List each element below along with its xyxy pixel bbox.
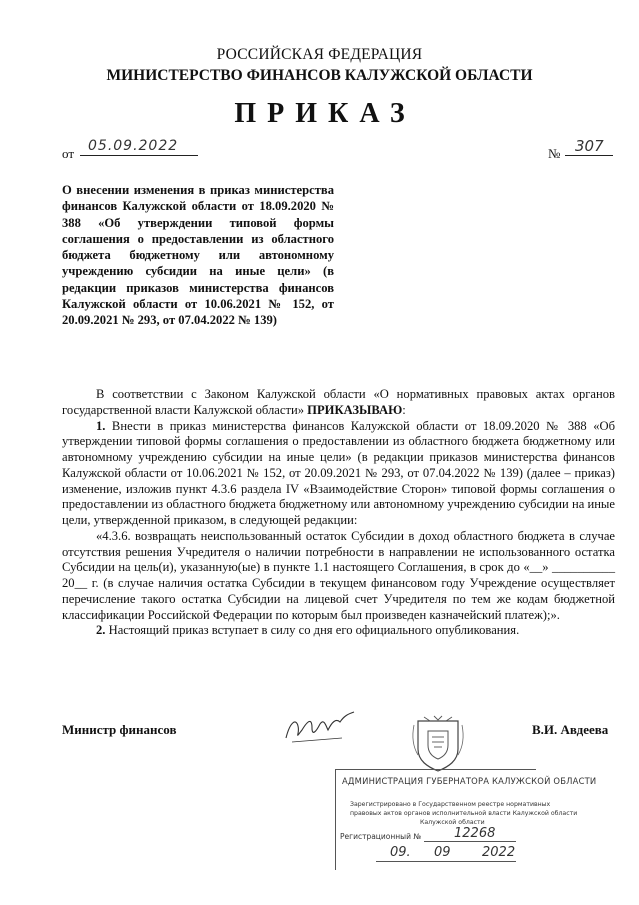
stamp-date-year: 2022 <box>482 845 516 860</box>
paragraph-item-2 <box>62 623 615 639</box>
country-heading: РОССИЙСКАЯ ФЕДЕРАЦИЯ <box>216 46 423 63</box>
stamp-registration-number: 12268 <box>454 826 496 841</box>
coat-of-arms-seal <box>410 715 466 773</box>
handwritten-signature <box>282 708 362 748</box>
number-label: № <box>548 146 561 161</box>
stamp-title: АДМИНИСТРАЦИЯ ГУБЕРНАТОРА КАЛУЖСКОЙ ОБЛАСТИ <box>342 776 597 786</box>
stamp-registration-label: Регистрационный № <box>340 832 422 841</box>
stamp-date-day: 09. <box>390 845 411 860</box>
item-1-number: 1. <box>96 418 106 433</box>
stamp-line-4: Калужской области <box>420 819 485 826</box>
preamble-text: В соответствии с Законом Калужской области «О нормативных правовых актах органов государственной власти Калужской области» <box>62 387 615 417</box>
order-body <box>62 387 615 639</box>
stamp-registration-underline <box>424 841 516 842</box>
preamble-command: ПРИКАЗЫВАЮ <box>307 402 403 417</box>
paragraph-item-1 <box>62 419 615 529</box>
number-underline <box>565 155 613 156</box>
paragraph-preamble <box>62 387 615 419</box>
paragraph-quote: «4.3.6. возвращать неиспользованный остаток Субсидии в доход областного бюджета в случае отсутствия решения Учредителя о наличии потребности в направлении не использованного остатка Субсидии на цель(и), указанную(ые) в пункте 1.1 настоящего Соглашения, в срок до «__» __________ 20__ г. (в случае наличия остатка Субсидии в текущем финансовом году Учреждение осуществляет перечисление такого остатка Субсидии на лицевой счет Учредителя по тем же кодам бюджетной классификации Российской Федерации по которым был произведен казначейский платеж);». <box>62 528 615 622</box>
date-underline <box>80 155 198 156</box>
minister-name: В.И. Авдеева <box>532 722 609 737</box>
ministry-heading: МИНИСТЕРСТВО ФИНАНСОВ КАЛУЖСКОЙ ОБЛАСТИ <box>106 67 533 84</box>
document-type-title: ПРИКАЗ <box>234 98 416 129</box>
stamp-line-2: Зарегистрировано в Государственном реестре нормативных <box>350 801 551 808</box>
stamp-date-month: 09 <box>434 845 451 860</box>
item-2-number: 2. <box>96 623 106 638</box>
item-1-text: Внести в приказ министерства финансов Калужской области от 18.09.2020 № 388 «Об утверждении типовой формы соглашения о предоставлении из областного бюджета бюджетному или автономному учреждению субсидии на иные цели» (в редакции приказов министерства финансов Калужской области от 10.06.2021 № 152, от 20.09.2021 № 293, от 07.04.2022 № 139) (далее – приказ) изменение, изложив пункт 4.3.6 раздела IV «Взаимодействие Сторон» типовой формы соглашения о предоставлении из областного бюджета бюджетному или автономному учреждению субсидии на иные цели, утвержденной приказом, в следующей редакции: <box>62 418 615 527</box>
preamble-end: : <box>402 402 406 417</box>
stamp-line-3: правовых актов органов исполнительной власти Калужской области <box>350 810 578 817</box>
registration-stamp <box>335 769 597 870</box>
minister-title: Министр финансов <box>62 722 177 737</box>
date-value: 05.09.2022 <box>88 138 179 154</box>
item-2-text: Настоящий приказ вступает в силу со дня его официального опубликования. <box>105 623 520 638</box>
number-value: 307 <box>575 137 604 155</box>
stamp-date-underline <box>376 861 516 862</box>
order-subject: О внесении изменения в приказ министерства финансов Калужской области от 18.09.2020 № 388 «Об утверждении типовой формы соглашения о предоставлении из областного бюджета бюджетному или автономному учреждению субсидии на иные цели» (в редакции приказов министерства финансов Калужской области от 10.06.2021 № 152, от 20.09.2021 № 293, от 07.04.2022 № 139) <box>62 183 334 328</box>
date-label: от <box>62 146 75 161</box>
